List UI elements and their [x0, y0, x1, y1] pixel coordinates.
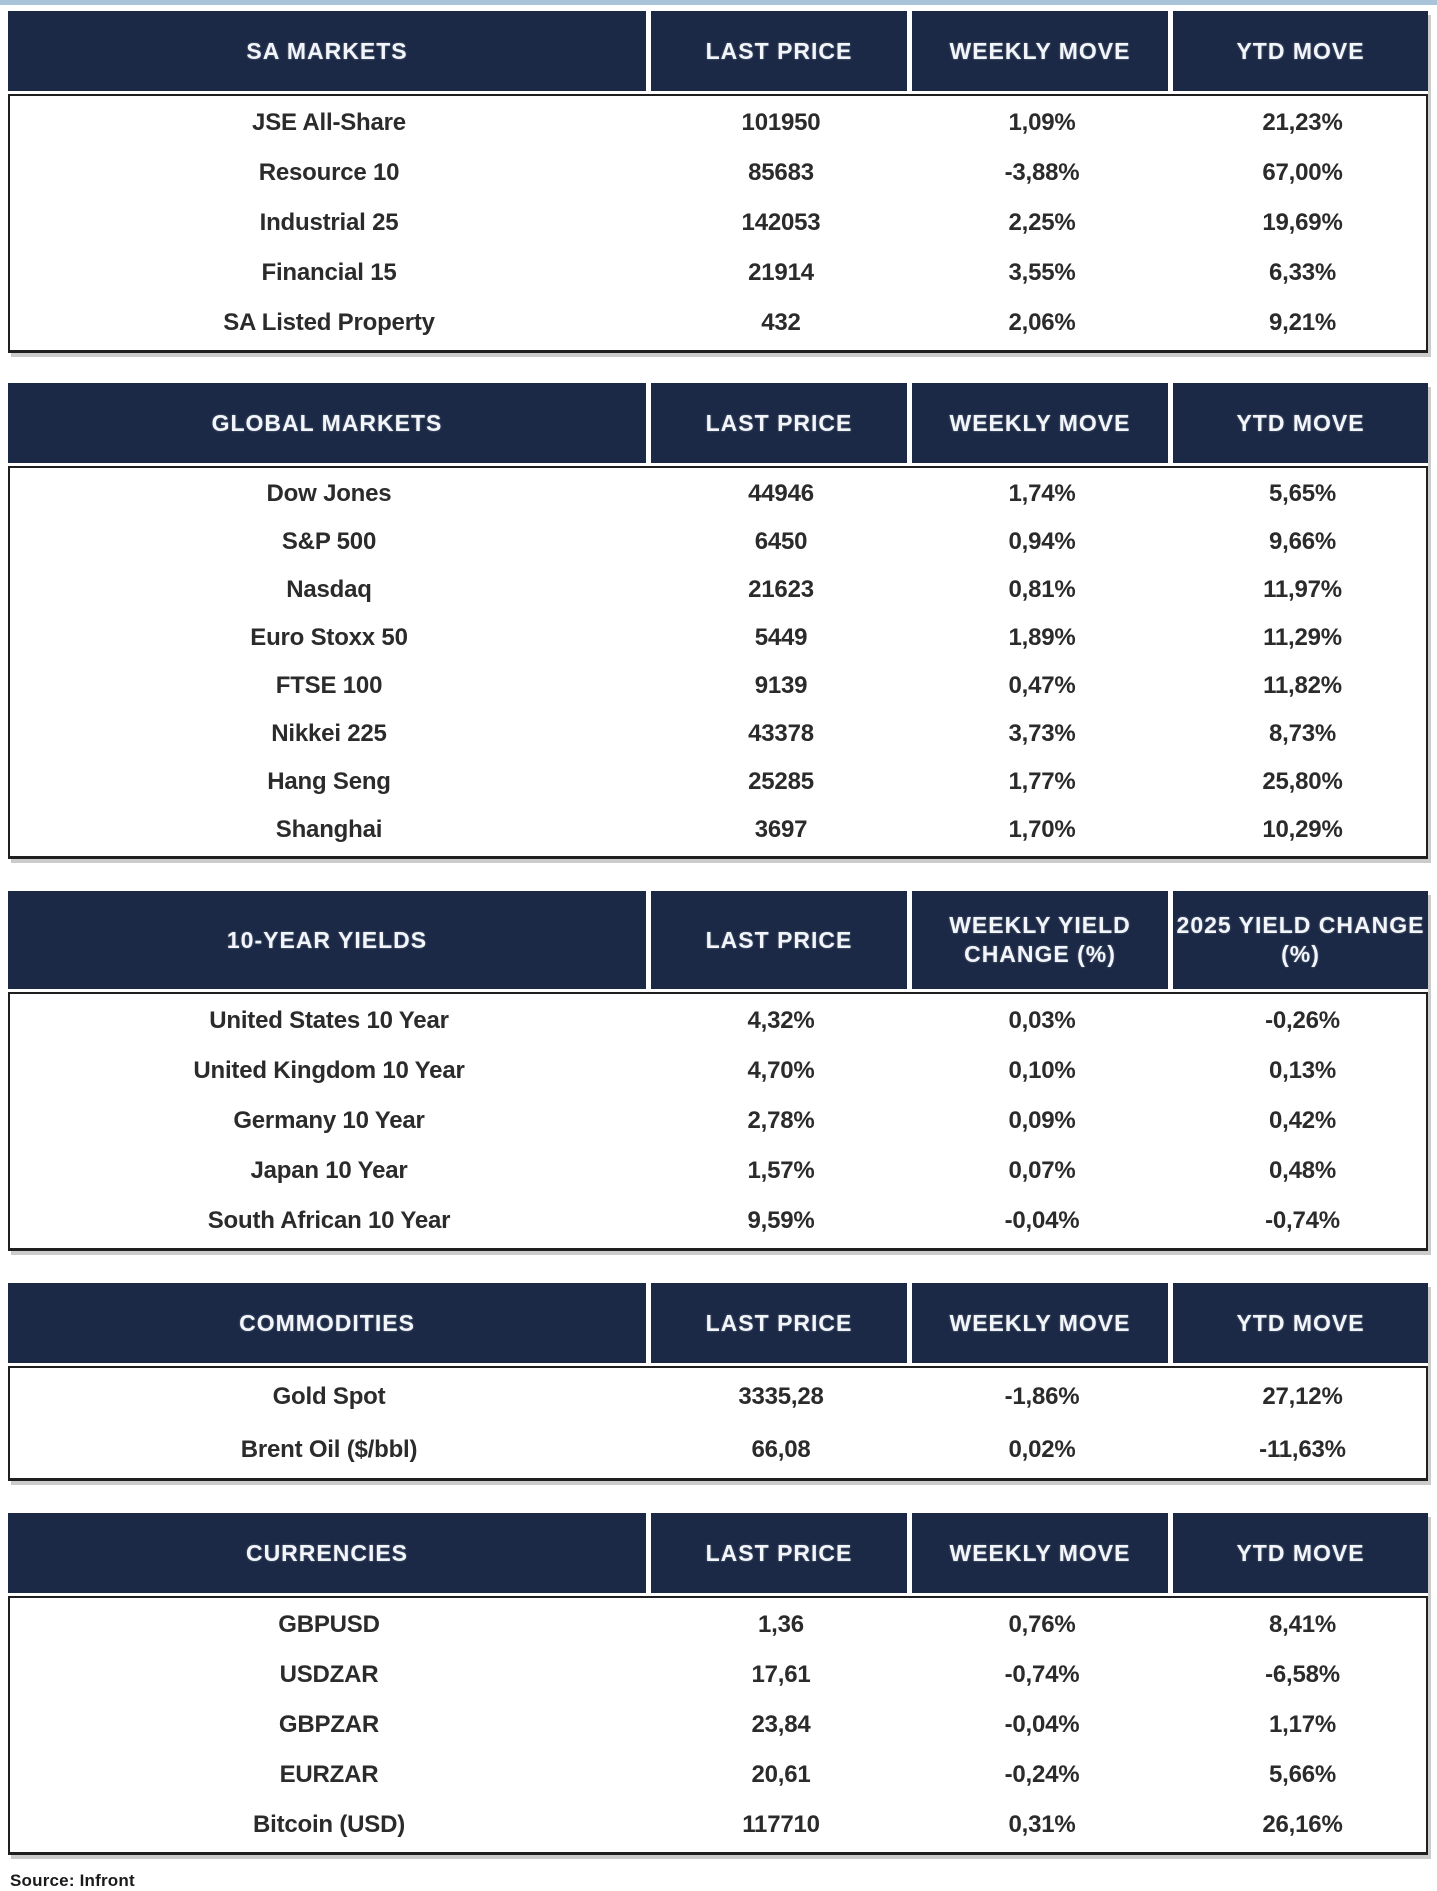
cell-last-price: 44946 [748, 480, 814, 507]
table-row [10, 1196, 1426, 1246]
cell-ytd-move: 67,00% [1262, 159, 1343, 186]
cell-2025-yield-change: -0,26% [1265, 1007, 1340, 1034]
global-markets-table [8, 383, 1428, 859]
cell-instrument: Nasdaq [286, 576, 372, 603]
cell-last-price: 9139 [754, 672, 808, 699]
cell-instrument: SA Listed Property [223, 309, 435, 336]
cell-weekly-move: 0,47% [1008, 672, 1076, 699]
cell-weekly-yield-change: -0,04% [1004, 1207, 1080, 1234]
cell-last-price: 142053 [741, 209, 821, 236]
table-row [10, 1096, 1426, 1146]
cell-weekly-move: -0,04% [1004, 1711, 1080, 1738]
column-header-section-title: CURRENCIES [8, 1513, 646, 1593]
sa-markets-header-row [8, 11, 1428, 91]
table-row [10, 1700, 1426, 1750]
cell-ytd-move: -11,63% [1259, 1435, 1346, 1463]
column-header-weekly-move: WEEKLY MOVE [912, 11, 1168, 91]
column-header-ytd-move: YTD MOVE [1173, 1283, 1428, 1363]
cell-ytd-move: 6,33% [1268, 259, 1337, 286]
cell-weekly-move: 0,31% [1008, 1811, 1076, 1838]
cell-instrument: United States 10 Year [209, 1007, 449, 1034]
cell-last-price: 3697 [754, 816, 808, 843]
global-markets-header-row [8, 383, 1428, 463]
column-header-ytd-move: YTD MOVE [1173, 383, 1428, 463]
cell-last-price: 9,59% [747, 1207, 815, 1234]
cell-instrument: Brent Oil ($/bbl) [240, 1435, 418, 1463]
cell-last-price: 85683 [748, 159, 814, 186]
table-row [10, 758, 1426, 806]
cell-weekly-move: 1,70% [1008, 816, 1076, 843]
cell-weekly-move: 1,77% [1008, 768, 1076, 795]
cell-weekly-yield-change: 0,07% [1008, 1157, 1076, 1184]
cell-weekly-move: -0,24% [1004, 1761, 1080, 1788]
table-row [10, 1800, 1426, 1850]
column-header-last-price: LAST PRICE [651, 11, 907, 91]
cell-instrument: Resource 10 [258, 159, 400, 186]
cell-instrument: Nikkei 225 [271, 720, 387, 747]
sa-markets-body [8, 94, 1428, 353]
table-row [10, 470, 1426, 518]
column-header-section-title: 10-YEAR YIELDS [8, 891, 646, 989]
cell-ytd-move: 8,73% [1268, 720, 1337, 747]
cell-last-price: 117710 [742, 1811, 820, 1838]
cell-weekly-move: -3,88% [1004, 159, 1080, 186]
cell-instrument: Industrial 25 [259, 209, 399, 236]
table-row [10, 1423, 1426, 1476]
cell-2025-yield-change: 0,48% [1268, 1157, 1337, 1184]
cell-weekly-move: 0,76% [1008, 1611, 1076, 1638]
column-header-last-price: LAST PRICE [651, 1513, 907, 1593]
table-row [10, 566, 1426, 614]
cell-instrument: Japan 10 Year [250, 1157, 408, 1184]
cell-instrument: Euro Stoxx 50 [250, 624, 408, 651]
cell-weekly-move: 0,02% [1008, 1435, 1076, 1463]
table-row [10, 518, 1426, 566]
table-row [10, 98, 1426, 148]
cell-ytd-move: 19,69% [1262, 209, 1343, 236]
cell-instrument: Hang Seng [267, 768, 391, 795]
cell-weekly-move: 3,55% [1008, 259, 1076, 286]
cell-ytd-move: -6,58% [1265, 1661, 1340, 1688]
table-row [10, 148, 1426, 198]
cell-last-price: 1,57% [747, 1157, 815, 1184]
table-row [10, 710, 1426, 758]
commodities-body [8, 1366, 1428, 1481]
cell-weekly-move: 1,89% [1008, 624, 1076, 651]
cell-instrument: Germany 10 Year [233, 1107, 425, 1134]
cell-instrument: GBPZAR [278, 1711, 380, 1738]
table-row [10, 1600, 1426, 1650]
cell-last-price: 23,84 [751, 1711, 811, 1738]
cell-instrument: United Kingdom 10 Year [193, 1057, 465, 1084]
cell-weekly-move: 1,74% [1008, 480, 1076, 507]
cell-weekly-yield-change: 0,10% [1008, 1057, 1076, 1084]
cell-weekly-move: 2,25% [1008, 209, 1076, 236]
cell-last-price: 17,61 [751, 1661, 811, 1688]
cell-ytd-move: 21,23% [1262, 109, 1343, 136]
cell-ytd-move: 25,80% [1262, 768, 1343, 795]
cell-2025-yield-change: 0,13% [1268, 1057, 1337, 1084]
cell-instrument: Bitcoin (USD) [252, 1811, 406, 1838]
cell-last-price: 1,36 [758, 1611, 804, 1638]
column-header-weekly-yield-change: WEEKLY YIELD CHANGE (%) [912, 891, 1168, 989]
table-row [10, 662, 1426, 710]
cell-2025-yield-change: 0,42% [1268, 1107, 1337, 1134]
cell-instrument: GBPUSD [278, 1611, 380, 1638]
cell-last-price: 6450 [754, 528, 808, 555]
cell-last-price: 5449 [754, 624, 808, 651]
cell-weekly-move: 1,09% [1008, 109, 1076, 136]
column-header-last-price: LAST PRICE [651, 383, 907, 463]
cell-weekly-move: 0,81% [1008, 576, 1076, 603]
cell-ytd-move: 9,66% [1268, 528, 1337, 555]
column-header-weekly-move: WEEKLY MOVE [912, 1513, 1168, 1593]
cell-instrument: S&P 500 [281, 528, 377, 555]
cell-last-price: 3335,28 [738, 1382, 824, 1410]
cell-ytd-move: 1,17% [1268, 1711, 1337, 1738]
currencies-table [8, 1513, 1428, 1855]
cell-last-price: 21623 [748, 576, 814, 603]
cell-last-price: 66,08 [751, 1435, 811, 1463]
table-row [10, 1650, 1426, 1700]
cell-last-price: 43378 [748, 720, 814, 747]
column-header-last-price: LAST PRICE [651, 1283, 907, 1363]
column-header-ytd-move: YTD MOVE [1173, 1513, 1428, 1593]
cell-instrument: USDZAR [279, 1661, 379, 1688]
cell-instrument: Shanghai [275, 816, 383, 843]
cell-ytd-move: 9,21% [1268, 309, 1337, 336]
table-row [10, 198, 1426, 248]
cell-weekly-move: -0,74% [1004, 1661, 1080, 1688]
column-header-section-title: GLOBAL MARKETS [8, 383, 646, 463]
table-row [10, 996, 1426, 1046]
cell-ytd-move: 11,82% [1263, 672, 1342, 699]
table-row [10, 248, 1426, 298]
cell-ytd-move: 8,41% [1268, 1611, 1337, 1638]
table-row [10, 298, 1426, 348]
column-header-section-title: COMMODITIES [8, 1283, 646, 1363]
global-markets-body [8, 466, 1428, 859]
cell-ytd-move: 10,29% [1262, 816, 1343, 843]
source-attribution: Source: Infront [10, 1871, 135, 1890]
cell-ytd-move: 11,97% [1263, 576, 1342, 603]
ten-year-yields-table [8, 891, 1428, 1251]
cell-instrument: Financial 15 [261, 259, 397, 286]
cell-last-price: 21914 [748, 259, 814, 286]
column-header-2025-yield-change: 2025 YIELD CHANGE (%) [1173, 891, 1428, 989]
cell-weekly-move: -1,86% [1004, 1382, 1080, 1410]
cell-instrument: Dow Jones [266, 480, 392, 507]
column-header-section-title: SA MARKETS [8, 11, 646, 91]
column-header-weekly-move: WEEKLY MOVE [912, 383, 1168, 463]
cell-last-price: 25285 [748, 768, 814, 795]
table-row [10, 614, 1426, 662]
cell-instrument: EURZAR [279, 1761, 379, 1788]
cell-last-price: 4,32% [747, 1007, 815, 1034]
cell-instrument: FTSE 100 [275, 672, 383, 699]
cell-last-price: 432 [761, 309, 801, 336]
cell-ytd-move: 27,12% [1262, 1382, 1343, 1410]
currencies-header-row [8, 1513, 1428, 1593]
table-row [10, 1146, 1426, 1196]
sa-markets-table [8, 11, 1428, 353]
cell-ytd-move: 11,29% [1263, 624, 1342, 651]
markets-report [0, 5, 1437, 1891]
cell-instrument: South African 10 Year [207, 1207, 451, 1234]
column-header-weekly-move: WEEKLY MOVE [912, 1283, 1168, 1363]
commodities-table [8, 1283, 1428, 1481]
cell-instrument: Gold Spot [272, 1382, 386, 1410]
cell-weekly-move: 2,06% [1008, 309, 1076, 336]
cell-last-price: 4,70% [747, 1057, 815, 1084]
cell-weekly-yield-change: 0,03% [1008, 1007, 1076, 1034]
currencies-body [8, 1596, 1428, 1855]
cell-ytd-move: 5,65% [1268, 480, 1337, 507]
ten-year-yields-header-row [8, 891, 1428, 989]
table-row [10, 1750, 1426, 1800]
table-row [10, 806, 1426, 854]
cell-ytd-move: 26,16% [1262, 1811, 1343, 1838]
column-header-ytd-move: YTD MOVE [1173, 11, 1428, 91]
ten-year-yields-body [8, 992, 1428, 1251]
table-row [10, 1370, 1426, 1423]
commodities-header-row [8, 1283, 1428, 1363]
cell-instrument: JSE All-Share [252, 109, 406, 136]
cell-last-price: 2,78% [747, 1107, 815, 1134]
cell-ytd-move: 5,66% [1268, 1761, 1337, 1788]
cell-weekly-move: 3,73% [1008, 720, 1076, 747]
cell-last-price: 101950 [741, 109, 821, 136]
column-header-last-price: LAST PRICE [651, 891, 907, 989]
cell-weekly-move: 0,94% [1008, 528, 1076, 555]
cell-weekly-yield-change: 0,09% [1008, 1107, 1076, 1134]
table-row [10, 1046, 1426, 1096]
cell-2025-yield-change: -0,74% [1265, 1207, 1340, 1234]
cell-last-price: 20,61 [751, 1761, 811, 1788]
